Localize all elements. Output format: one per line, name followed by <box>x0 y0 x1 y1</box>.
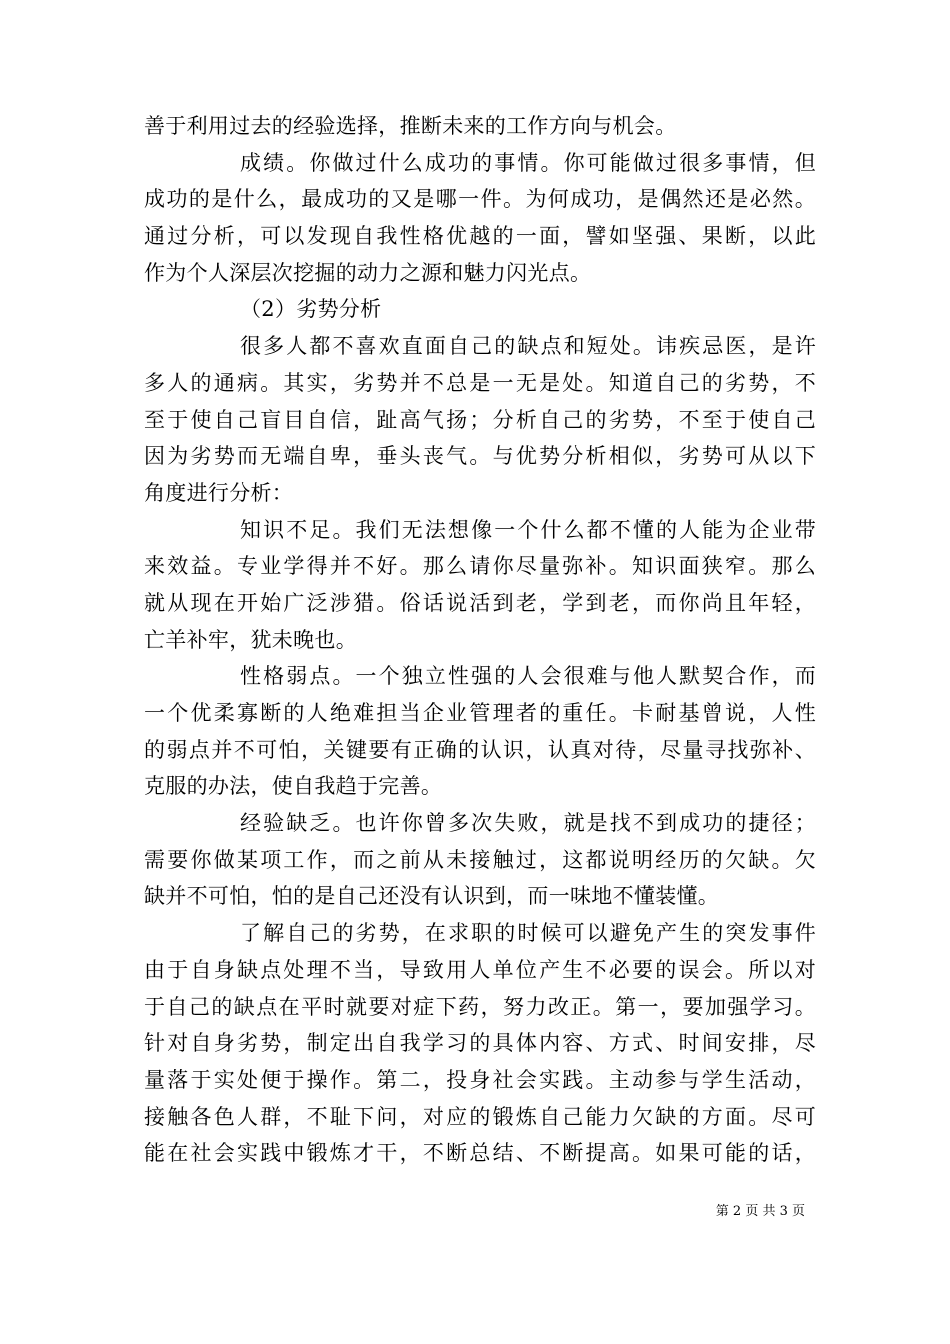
paragraph <box>144 658 816 805</box>
paragraph-line: 角度进行分析： <box>144 480 294 505</box>
paragraph-line: 性格弱点。一个独立性强的人会很难与他人默契合作，而 <box>240 664 816 689</box>
paragraph-line: 亡羊补牢，犹未晚也。 <box>144 627 357 652</box>
paragraph <box>144 145 816 292</box>
paragraph <box>144 805 816 915</box>
paragraph-line: 缺并不可怕，怕的是自己还没有认识到，而一味地不懂装懂。 <box>144 884 720 909</box>
paragraph-line: 善于利用过去的经验选择，推断未来的工作方向与机会。 <box>144 114 677 138</box>
paragraph-line: 来效益。专业学得并不好。那么请你尽量弥补。知识面狭窄。那么 <box>144 554 816 579</box>
paragraph-line: 于自己的缺点在平时就要对症下药，努力改正。第一，要加强学习。 <box>144 994 816 1019</box>
paragraph-line: 作为个人深层次挖掘的动力之源和魅力闪光点。 <box>144 260 592 285</box>
paragraph-line: 多人的通病。其实，劣势并不总是一无是处。知道自己的劣势，不 <box>144 370 816 395</box>
page-number-footer: 第 2 页 共 3 页 <box>715 1204 805 1219</box>
paragraph-line: 知识不足。我们无法想像一个什么都不懂的人能为企业带 <box>240 517 816 542</box>
paragraph-line: 通过分析，可以发现自我性格优越的一面，譬如坚强、果断，以此 <box>144 224 816 249</box>
paragraph-line: 成功的是什么，最成功的又是哪一件。为何成功，是偶然还是必然。 <box>144 187 816 212</box>
paragraph-line: 经验缺乏。也许你曾多次失败，就是找不到成功的捷径； <box>240 811 816 836</box>
paragraph-line: 一个优柔寡断的人绝难担当企业管理者的重任。卡耐基曾说，人性 <box>144 701 816 725</box>
heading-text: （2）劣势分析 <box>240 297 382 322</box>
paragraph-line: 很多人都不喜欢直面自己的缺点和短处。讳疾忌医，是许 <box>240 334 816 359</box>
paragraph-line: 了解自己的劣势，在求职的时候可以避免产生的突发事件 <box>240 921 816 946</box>
paragraph-line: 的弱点并不可怕，关键要有正确的认识，认真对待，尽量寻找弥补、 <box>144 737 816 762</box>
paragraph-line: 克服的办法，使自我趋于完善。 <box>144 774 443 799</box>
paragraph-line: 由于自身缺点处理不当，导致用人单位产生不必要的误会。所以对 <box>144 957 816 982</box>
paragraph-line: 至于使自己盲目自信，趾高气扬；分析自己的劣势，不至于使自己 <box>144 407 816 432</box>
section-heading <box>144 291 816 328</box>
paragraph-line: 量落于实处便于操作。第二，投身社会实践。主动参与学生活动， <box>144 1067 816 1092</box>
paragraph-line: 就从现在开始广泛涉猎。俗话说活到老，学到老，而你尚且年轻， <box>144 590 816 615</box>
paragraph <box>144 915 816 1172</box>
paragraph-line: 成绩。你做过什么成功的事情。你可能做过很多事情，但 <box>240 150 816 175</box>
paragraph-line: 针对自身劣势，制定出自我学习的具体内容、方式、时间安排，尽 <box>144 1031 816 1056</box>
paragraph-line: 能在社会实践中锻炼才干，不断总结、不断提高。如果可能的话， <box>144 1141 816 1166</box>
paragraph <box>144 108 816 145</box>
paragraph-line: 需要你做某项工作，而之前从未接触过，这都说明经历的欠缺。欠 <box>144 847 816 872</box>
paragraph-line: 接触各色人群，不耻下问，对应的锻炼自己能力欠缺的方面。尽可 <box>144 1104 816 1129</box>
paragraph <box>144 512 816 659</box>
document-body <box>144 108 816 1172</box>
paragraph <box>144 328 816 511</box>
paragraph-line: 因为劣势而无端自卑，垂头丧气。与优势分析相似，劣势可从以下 <box>144 444 816 469</box>
